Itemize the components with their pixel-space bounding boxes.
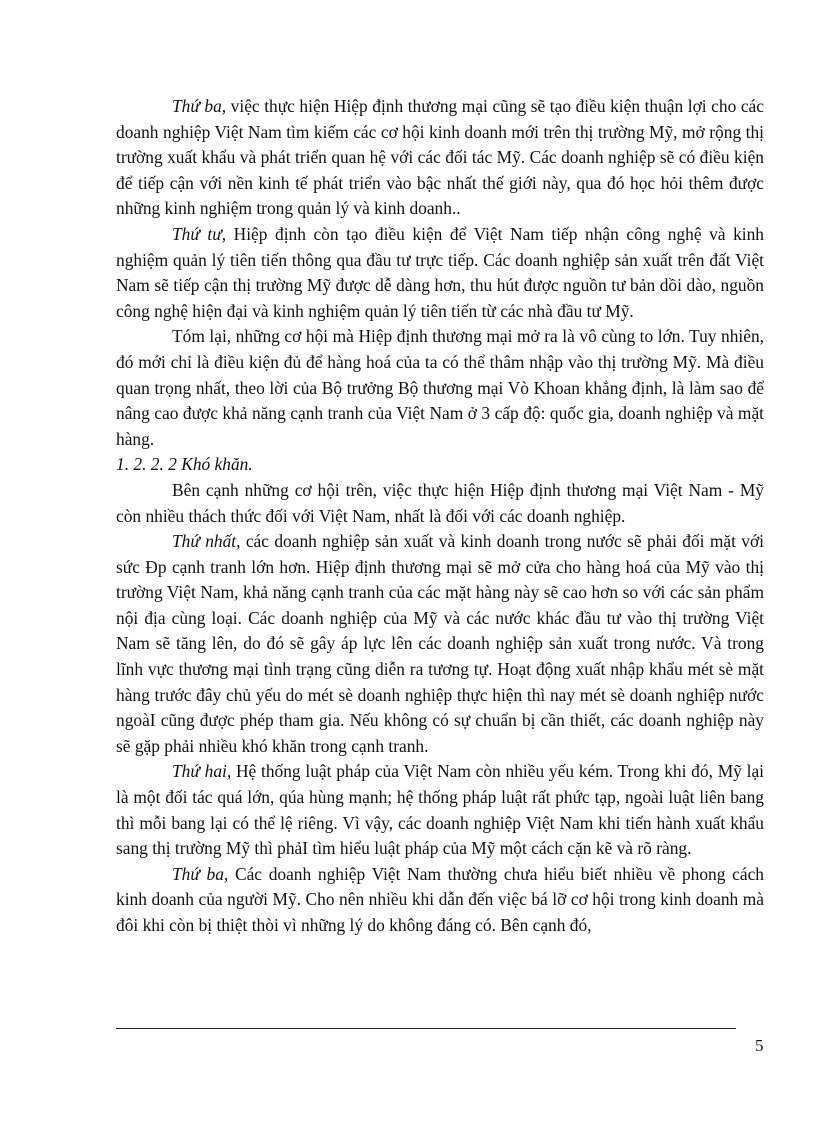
paragraph-lead: Thứ tư, bbox=[172, 223, 227, 244]
paragraph-challenges-intro bbox=[116, 478, 764, 529]
paragraph-text: việc thực hiện Hiệp định thương mại cũng sẽ tạo điều kiện thuận lợi cho các doanh nghiệp Việt Nam tìm kiếm các cơ hội kinh doanh mới trên thị trường Mỹ, mở rộng thị trường xuất khẩu và phát triển quan hệ với các đối tác Mỹ. Các doanh nghiệp sẽ có điều kiện để tiếp cận với nền kinh tế phát triển vào bậc nhất thế giới này, qua đó học hỏi thêm được những kinh nghiệm trong quản lý và kinh doanh.. bbox=[116, 96, 764, 219]
document-body bbox=[116, 94, 764, 939]
paragraph-lead: Thứ nhất, bbox=[172, 531, 241, 552]
paragraph-lead: Thứ ba, bbox=[172, 96, 227, 116]
paragraph-thu-tu bbox=[116, 222, 764, 324]
footer-rule bbox=[116, 1028, 736, 1029]
paragraph-thu-ba-opportunity bbox=[116, 94, 764, 222]
paragraph-thu-ba-challenge bbox=[116, 862, 764, 939]
paragraph-thu-nhat bbox=[116, 529, 764, 759]
paragraph-thu-hai bbox=[116, 759, 764, 861]
paragraph-text: các doanh nghiệp sản xuất và kinh doanh trong nước sẽ phải đối mặt với sức Đp cạnh tranh lớn hơn. Hiệp định thương mại sẽ mở cửa cho hàng hoá của Mỹ vào thị trường Việt Nam, khả năng cạnh tranh của các mặt hàng này sẽ cao hơn so với các sản phẩm nội địa cùng loại. Các doanh nghiệp của Mỹ và các nước khác đầu tư vào thị trường Việt Nam sẽ tăng lên, do đó sẽ gây áp lực lên các doanh nghiệp sản xuất trong nước. Và trong lĩnh vực thương mại tình trạng cũng diễn ra tương tự. Hoạt động xuất nhập khẩu mét sè mặt hàng trước đây chủ yếu do mét sè doanh nghiệp thực hiện thì nay mét sè doanh nghiệp nước ngoàI cũng được phép tham gia. Nếu không có sự chuẩn bị cần thiết, các doanh nghiệp này sẽ gặp phải nhiều khó khăn trong cạnh tranh. bbox=[116, 531, 764, 756]
paragraph-text: Các doanh nghiệp Việt Nam thường chưa hiểu biết nhiều về phong cách kinh doanh của người Mỹ. Cho nên nhiều khi dẫn đến việc bá lỡ cơ hội trong kinh doanh mà đôi khi còn bị thiệt thòi vì những lý do không đáng có. Bên cạnh đó, bbox=[116, 863, 764, 935]
paragraph-text: Hệ thống luật pháp của Việt Nam còn nhiều yếu kém. Trong khi đó, Mỹ lại là một đối tác quá lớn, qúa hùng mạnh; hệ thống pháp luật rất phức tạp, ngoài luật liên bang thì mỗi bang lại có thể lệ riêng. Vì vậy, các doanh nghiệp Việt Nam khi tiến hành xuất khẩu sang thị trường Mỹ thì phảI tìm hiểu luật pháp của Mỹ một cách cặn kẽ và rõ ràng. bbox=[116, 761, 764, 859]
paragraph-text: Bên cạnh những cơ hội trên, việc thực hiện Hiệp định thương mại Việt Nam - Mỹ còn nhiều thách thức đối với Việt Nam, nhất là đối với các doanh nghiệp. bbox=[116, 479, 764, 526]
page-number: 5 bbox=[755, 1036, 764, 1055]
paragraph-text: Hiệp định còn tạo điều kiện để Việt Nam tiếp nhận công nghệ và kinh nghiệm quản lý tiên tiến thông qua đầu tư trực tiếp. Các doanh nghiệp sản xuất trên đất Việt Nam sẽ tiếp cận thị trường Mỹ được dễ dàng hơn, thu hút được nguồn tư bản dồi dào, nguồn công nghệ hiện đại và kinh nghiệm quản lý tiên tiến từ các nhà đầu tư Mỹ. bbox=[116, 223, 764, 321]
paragraph-lead: Thứ ba, bbox=[172, 863, 229, 884]
paragraph-lead: Thứ hai, bbox=[172, 761, 232, 782]
section-heading-kho-khan: 1. 2. 2. 2 Khó khăn. bbox=[116, 454, 253, 475]
paragraph-summary bbox=[116, 324, 764, 452]
paragraph-text: Tóm lại, những cơ hội mà Hiệp định thương mại mở ra là vô cùng to lớn. Tuy nhiên, đó mới chỉ là điều kiện đủ để hàng hoá của ta có thể thâm nhập vào thị trường Mỹ. Mà điều quan trọng nhất, theo lời của Bộ trưởng Bộ thương mại Vò Khoan khẳng định, là làm sao để nâng cao được khả năng cạnh tranh của Việt Nam ở 3 cấp độ: quốc gia, doanh nghiệp và mặt hàng. bbox=[116, 326, 764, 449]
